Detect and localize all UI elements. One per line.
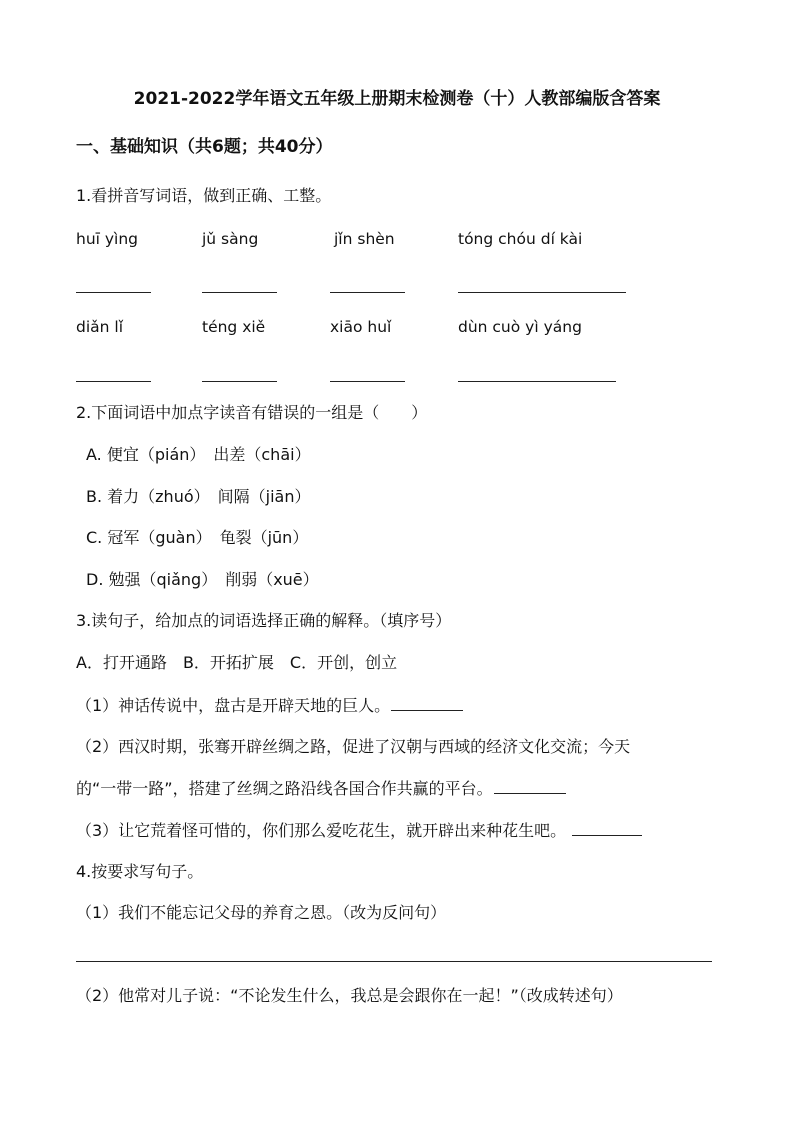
answer-blank-4[interactable] [458, 292, 626, 293]
q4-stem: 4.按要求写句子。 [76, 862, 204, 881]
pinyin-3: jǐn shèn [334, 230, 395, 248]
q4-sentence-2: （2）他常对儿子说：“不论发生什么，我总是会跟你在一起！”（改成转述句） [76, 986, 623, 1005]
section-heading: 一、基础知识（共6题；共40分） [76, 137, 333, 157]
answer-blank-7[interactable] [330, 381, 405, 382]
q3-sentence-2b-text: 的“一带一路”，搭建了丝绸之路沿线各国合作共赢的平台。 [76, 779, 493, 798]
q3-sentence-3-text: （3）让它荒着怪可惜的，你们那么爱吃花生，就开辟出来种花生吧。 [76, 821, 567, 840]
q3-stem: 3.读句子，给加点的词语选择正确的解释。（填序号） [76, 611, 452, 630]
q2-stem: 2.下面词语中加点字读音有错误的一组是（ ） [76, 403, 428, 422]
q3-sentence-1 [76, 695, 463, 716]
q3-sentence-2a: （2）西汉时期，张骞开辟丝绸之路，促进了汉朝与西域的经济文化交流；今天 [76, 737, 631, 756]
q4-sentence-1: （1）我们不能忘记父母的养育之恩。（改为反问句） [76, 903, 447, 922]
page-title: 2021-2022学年语文五年级上册期末检测卷（十）人教部编版含答案 [133, 89, 661, 109]
pinyin-8: dùn cuò yì yáng [458, 318, 582, 336]
pinyin-2: jǔ sàng [202, 230, 259, 248]
answer-blank-5[interactable] [76, 381, 151, 382]
answer-blank-3[interactable] [330, 292, 405, 293]
q2-option-d[interactable]: D. 勉强（qiǎng） 削弱（xuē） [86, 570, 319, 589]
pinyin-7: xiāo huǐ [330, 318, 392, 336]
answer-blank-1[interactable] [76, 292, 151, 293]
q4-answer-line-1[interactable] [76, 961, 712, 962]
q3-choices: A．打开通路 B．开拓扩展 C．开创，创立 [76, 653, 398, 672]
q3-sentence-2b [76, 778, 566, 799]
pinyin-5: diǎn lǐ [76, 318, 124, 336]
q1-stem: 1.看拼音写词语，做到正确、工整。 [76, 186, 332, 205]
pinyin-6: téng xiě [202, 318, 266, 336]
q3-answer-blank-3[interactable] [572, 820, 642, 836]
q3-answer-blank-1[interactable] [391, 695, 463, 711]
pinyin-4: tóng chóu dí kài [458, 230, 583, 248]
q2-option-c[interactable]: C. 冠军（guàn） 龟裂（jūn） [86, 528, 309, 547]
q3-answer-blank-2[interactable] [494, 778, 566, 794]
answer-blank-6[interactable] [202, 381, 277, 382]
q2-option-a[interactable]: A. 便宜（pián） 出差（chāi） [86, 445, 311, 464]
q2-option-b[interactable]: B. 着力（zhuó） 间隔（jiān） [86, 487, 311, 506]
q3-sentence-1-text: （1）神话传说中，盘古是开辟天地的巨人。 [76, 696, 391, 715]
pinyin-1: huī yìng [76, 230, 139, 248]
answer-blank-2[interactable] [202, 292, 277, 293]
answer-blank-8[interactable] [458, 381, 616, 382]
q3-sentence-3 [76, 820, 642, 841]
